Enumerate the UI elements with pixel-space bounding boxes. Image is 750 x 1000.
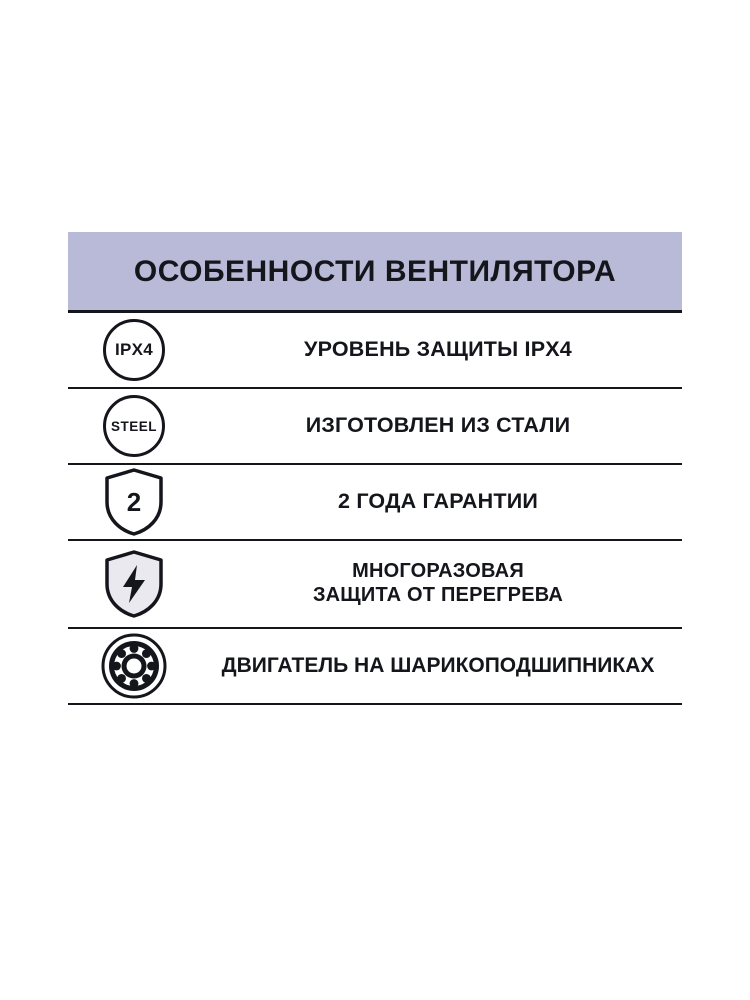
- feature-label-overheat-line1: МНОГОРАЗОВАЯ: [352, 560, 524, 583]
- shield-2-years-icon: [103, 467, 165, 537]
- shield-badge-text: 2: [126, 486, 142, 517]
- feature-icon-cell: [68, 549, 200, 619]
- feature-label-overheat-line2: ЗАЩИТА ОТ ПЕРЕГРЕВА: [312, 584, 564, 606]
- feature-label-bearing: ДВИГАТЕЛЬ НА ШАРИКОПОДШИПНИКАХ: [221, 653, 655, 677]
- feature-label-overheat: [313, 560, 563, 607]
- ipx4-circle-icon: [103, 319, 165, 381]
- feature-row-warranty: [68, 465, 682, 539]
- feature-label-steel: ИЗГОТОВЛЕН ИЗ СТАЛИ: [305, 413, 571, 438]
- divider-bottom: [68, 703, 682, 705]
- feature-row-bearing: [68, 629, 682, 703]
- feature-label-warranty: 2 ГОДА ГАРАНТИИ: [338, 489, 538, 514]
- feature-row-ipx4: [68, 313, 682, 387]
- panel-header: [68, 232, 682, 310]
- feature-label-cell: [200, 560, 682, 607]
- shield-bolt-icon: [103, 549, 165, 619]
- feature-label-ipx4: УРОВЕНЬ ЗАЩИТЫ IPX4: [304, 337, 572, 362]
- feature-row-overheat: [68, 541, 682, 627]
- feature-icon-cell: [68, 467, 200, 537]
- feature-icon-cell: [68, 633, 200, 699]
- feature-icon-cell: [68, 395, 200, 457]
- feature-label-cell: [200, 413, 682, 438]
- feature-row-steel: [68, 389, 682, 463]
- page-title: ОСОБЕННОСТИ ВЕНТИЛЯТОРА: [133, 254, 617, 288]
- feature-label-cell: [200, 489, 682, 514]
- fan-features-panel: [68, 232, 682, 705]
- feature-label-cell: [200, 337, 682, 362]
- steel-circle-icon: [103, 395, 165, 457]
- steel-badge-text: STEEL: [110, 418, 157, 434]
- ipx4-badge-text: IPX4: [114, 340, 154, 359]
- feature-icon-cell: [68, 319, 200, 381]
- feature-label-cell: [200, 654, 682, 679]
- ball-bearing-icon: [101, 633, 167, 699]
